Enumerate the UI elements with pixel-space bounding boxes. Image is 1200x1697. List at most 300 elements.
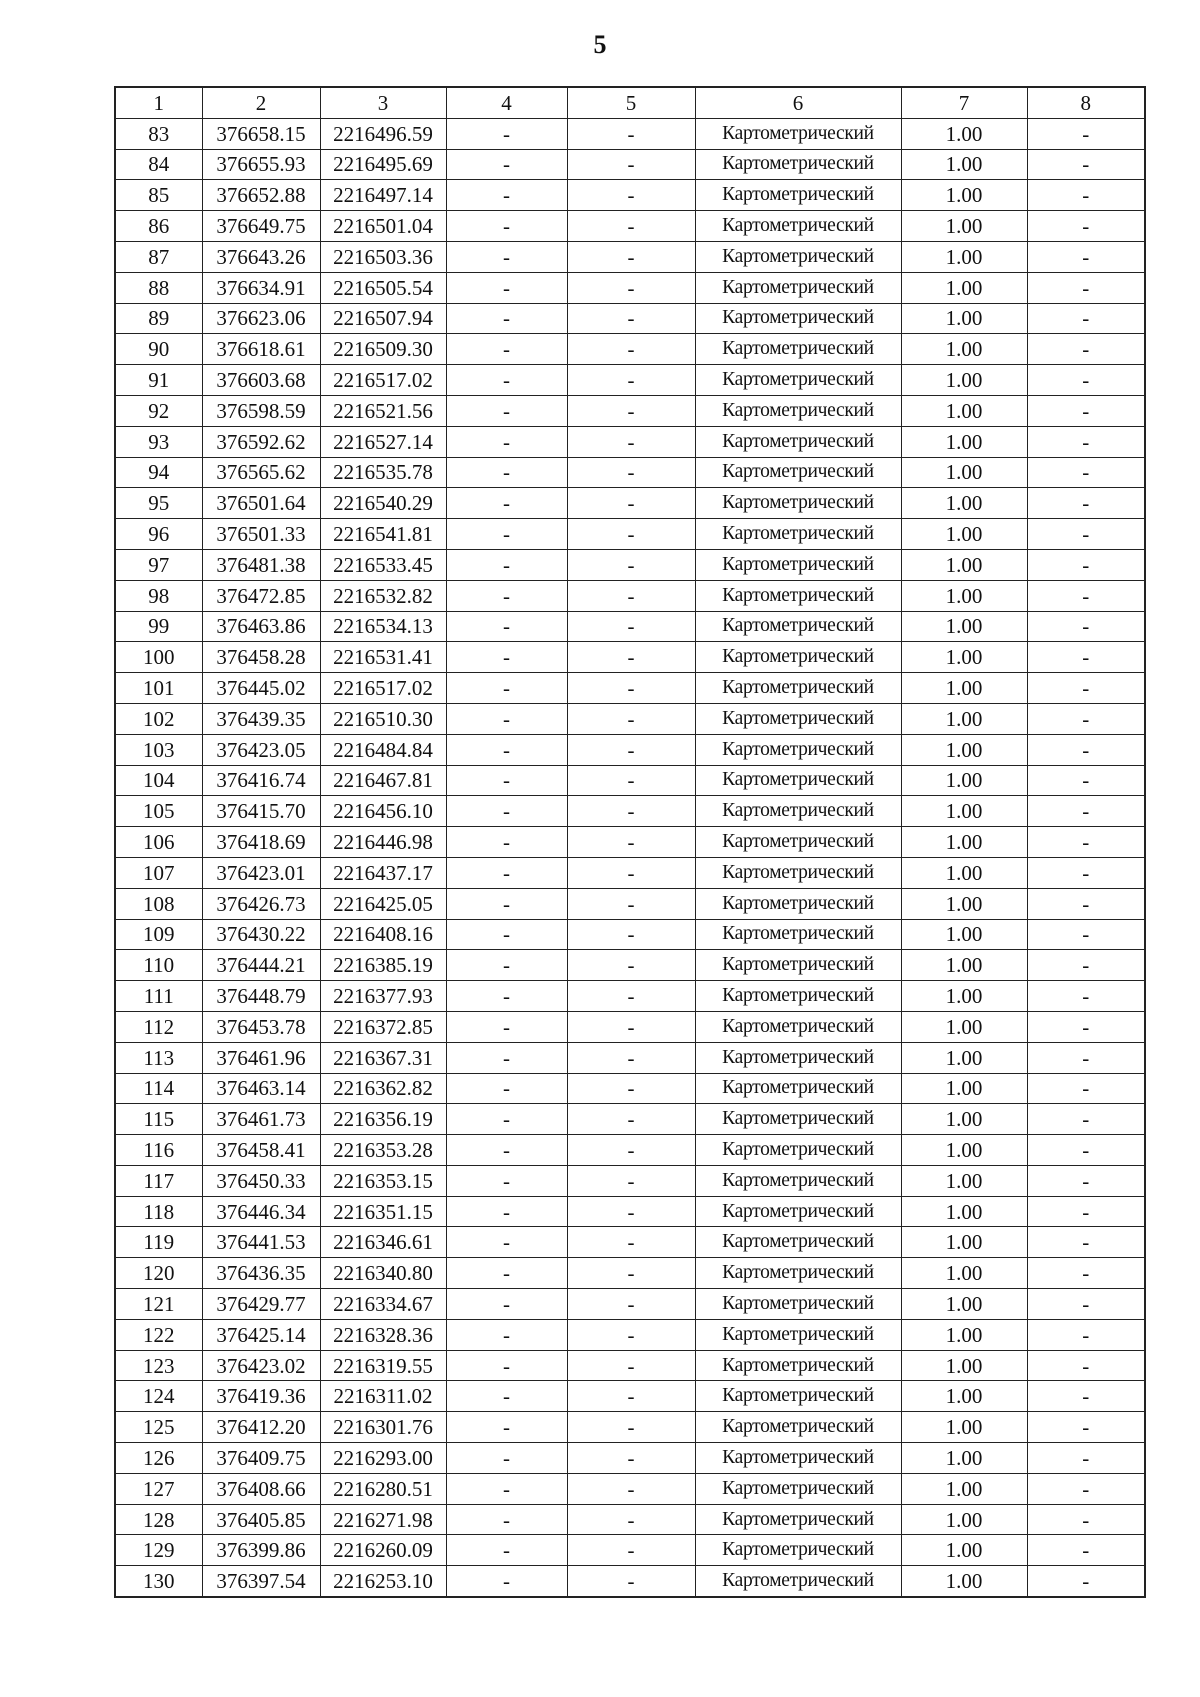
method-cell: Картометрический	[695, 611, 901, 642]
column-5-cell: -	[567, 519, 695, 550]
column-5-cell: -	[567, 1011, 695, 1042]
column-8-cell: -	[1027, 1381, 1145, 1412]
method-cell: Картометрический	[695, 519, 901, 550]
table-row	[115, 211, 1145, 242]
point-number-cell: 129	[115, 1535, 202, 1566]
x-coordinate-cell: 376655.93	[202, 149, 320, 180]
column-4-cell: -	[446, 211, 567, 242]
point-number-cell: 105	[115, 796, 202, 827]
point-number-cell: 100	[115, 642, 202, 673]
column-4-cell: -	[446, 673, 567, 704]
column-8-cell: -	[1027, 1566, 1145, 1597]
table-row	[115, 642, 1145, 673]
x-coordinate-cell: 376634.91	[202, 272, 320, 303]
point-number-cell: 92	[115, 395, 202, 426]
point-number-cell: 127	[115, 1473, 202, 1504]
column-4-cell: -	[446, 796, 567, 827]
accuracy-cell: 1.00	[901, 334, 1027, 365]
table-row	[115, 611, 1145, 642]
column-5-cell: -	[567, 1319, 695, 1350]
table-row	[115, 1412, 1145, 1443]
point-number-cell: 89	[115, 303, 202, 334]
table-row	[115, 796, 1145, 827]
column-8-cell: -	[1027, 611, 1145, 642]
point-number-cell: 101	[115, 673, 202, 704]
column-5-cell: -	[567, 118, 695, 149]
point-number-cell: 117	[115, 1165, 202, 1196]
column-8-cell: -	[1027, 1289, 1145, 1320]
y-coordinate-cell: 2216507.94	[320, 303, 446, 334]
column-4-cell: -	[446, 703, 567, 734]
column-8-cell: -	[1027, 1196, 1145, 1227]
x-coordinate-cell: 376444.21	[202, 950, 320, 981]
x-coordinate-cell: 376461.96	[202, 1042, 320, 1073]
column-header: 1	[115, 87, 202, 118]
method-cell: Картометрический	[695, 1350, 901, 1381]
method-cell: Картометрический	[695, 1473, 901, 1504]
y-coordinate-cell: 2216425.05	[320, 888, 446, 919]
column-5-cell: -	[567, 457, 695, 488]
table-row	[115, 1042, 1145, 1073]
table-row	[115, 1073, 1145, 1104]
accuracy-cell: 1.00	[901, 1381, 1027, 1412]
column-4-cell: -	[446, 334, 567, 365]
x-coordinate-cell: 376603.68	[202, 365, 320, 396]
column-8-cell: -	[1027, 1535, 1145, 1566]
column-8-cell: -	[1027, 334, 1145, 365]
y-coordinate-cell: 2216532.82	[320, 580, 446, 611]
x-coordinate-cell: 376426.73	[202, 888, 320, 919]
column-8-cell: -	[1027, 642, 1145, 673]
accuracy-cell: 1.00	[901, 888, 1027, 919]
point-number-cell: 130	[115, 1566, 202, 1597]
column-8-cell: -	[1027, 1104, 1145, 1135]
column-8-cell: -	[1027, 519, 1145, 550]
point-number-cell: 124	[115, 1381, 202, 1412]
point-number-cell: 99	[115, 611, 202, 642]
table-row	[115, 1566, 1145, 1597]
table-row	[115, 673, 1145, 704]
x-coordinate-cell: 376446.34	[202, 1196, 320, 1227]
column-4-cell: -	[446, 488, 567, 519]
x-coordinate-cell: 376439.35	[202, 703, 320, 734]
y-coordinate-cell: 2216503.36	[320, 241, 446, 272]
accuracy-cell: 1.00	[901, 1042, 1027, 1073]
table-row	[115, 1504, 1145, 1535]
x-coordinate-cell: 376643.26	[202, 241, 320, 272]
accuracy-cell: 1.00	[901, 1104, 1027, 1135]
column-8-cell: -	[1027, 365, 1145, 396]
method-cell: Картометрический	[695, 180, 901, 211]
method-cell: Картометрический	[695, 919, 901, 950]
column-8-cell: -	[1027, 272, 1145, 303]
table-row	[115, 519, 1145, 550]
accuracy-cell: 1.00	[901, 211, 1027, 242]
column-8-cell: -	[1027, 1350, 1145, 1381]
accuracy-cell: 1.00	[901, 488, 1027, 519]
point-number-cell: 88	[115, 272, 202, 303]
x-coordinate-cell: 376598.59	[202, 395, 320, 426]
column-8-cell: -	[1027, 919, 1145, 950]
point-number-cell: 111	[115, 981, 202, 1012]
column-4-cell: -	[446, 1412, 567, 1443]
column-4-cell: -	[446, 765, 567, 796]
accuracy-cell: 1.00	[901, 1135, 1027, 1166]
method-cell: Картометрический	[695, 1011, 901, 1042]
y-coordinate-cell: 2216319.55	[320, 1350, 446, 1381]
table-body	[115, 118, 1145, 1597]
method-cell: Картометрический	[695, 1073, 901, 1104]
y-coordinate-cell: 2216517.02	[320, 365, 446, 396]
accuracy-cell: 1.00	[901, 395, 1027, 426]
point-number-cell: 93	[115, 426, 202, 457]
column-5-cell: -	[567, 765, 695, 796]
y-coordinate-cell: 2216496.59	[320, 118, 446, 149]
point-number-cell: 103	[115, 734, 202, 765]
column-8-cell: -	[1027, 981, 1145, 1012]
point-number-cell: 118	[115, 1196, 202, 1227]
column-8-cell: -	[1027, 1165, 1145, 1196]
accuracy-cell: 1.00	[901, 1258, 1027, 1289]
point-number-cell: 94	[115, 457, 202, 488]
column-header: 6	[695, 87, 901, 118]
column-4-cell: -	[446, 611, 567, 642]
point-number-cell: 83	[115, 118, 202, 149]
column-4-cell: -	[446, 1289, 567, 1320]
point-number-cell: 86	[115, 211, 202, 242]
column-8-cell: -	[1027, 211, 1145, 242]
x-coordinate-cell: 376425.14	[202, 1319, 320, 1350]
method-cell: Картометрический	[695, 765, 901, 796]
column-4-cell: -	[446, 272, 567, 303]
accuracy-cell: 1.00	[901, 1412, 1027, 1443]
method-cell: Картометрический	[695, 580, 901, 611]
point-number-cell: 90	[115, 334, 202, 365]
column-5-cell: -	[567, 180, 695, 211]
column-4-cell: -	[446, 1566, 567, 1597]
table-row	[115, 580, 1145, 611]
column-8-cell: -	[1027, 580, 1145, 611]
x-coordinate-cell: 376649.75	[202, 211, 320, 242]
method-cell: Картометрический	[695, 1135, 901, 1166]
accuracy-cell: 1.00	[901, 1443, 1027, 1474]
table-row	[115, 1258, 1145, 1289]
y-coordinate-cell: 2216377.93	[320, 981, 446, 1012]
column-5-cell: -	[567, 1227, 695, 1258]
column-5-cell: -	[567, 734, 695, 765]
accuracy-cell: 1.00	[901, 1196, 1027, 1227]
method-cell: Картометрический	[695, 1535, 901, 1566]
column-8-cell: -	[1027, 426, 1145, 457]
column-5-cell: -	[567, 426, 695, 457]
accuracy-cell: 1.00	[901, 950, 1027, 981]
column-5-cell: -	[567, 1504, 695, 1535]
point-number-cell: 122	[115, 1319, 202, 1350]
table-row	[115, 1381, 1145, 1412]
column-5-cell: -	[567, 1258, 695, 1289]
table-row	[115, 395, 1145, 426]
column-8-cell: -	[1027, 1504, 1145, 1535]
point-number-cell: 116	[115, 1135, 202, 1166]
column-5-cell: -	[567, 1381, 695, 1412]
column-4-cell: -	[446, 1165, 567, 1196]
column-4-cell: -	[446, 180, 567, 211]
accuracy-cell: 1.00	[901, 1473, 1027, 1504]
column-5-cell: -	[567, 334, 695, 365]
column-4-cell: -	[446, 303, 567, 334]
y-coordinate-cell: 2216260.09	[320, 1535, 446, 1566]
point-number-cell: 91	[115, 365, 202, 396]
point-number-cell: 84	[115, 149, 202, 180]
column-5-cell: -	[567, 1073, 695, 1104]
table-row	[115, 1319, 1145, 1350]
column-5-cell: -	[567, 1473, 695, 1504]
x-coordinate-cell: 376423.05	[202, 734, 320, 765]
table-row	[115, 981, 1145, 1012]
y-coordinate-cell: 2216346.61	[320, 1227, 446, 1258]
accuracy-cell: 1.00	[901, 580, 1027, 611]
accuracy-cell: 1.00	[901, 457, 1027, 488]
column-8-cell: -	[1027, 395, 1145, 426]
table-row	[115, 765, 1145, 796]
column-4-cell: -	[446, 118, 567, 149]
table-row	[115, 1135, 1145, 1166]
column-5-cell: -	[567, 1350, 695, 1381]
y-coordinate-cell: 2216501.04	[320, 211, 446, 242]
table-row	[115, 1227, 1145, 1258]
column-4-cell: -	[446, 1319, 567, 1350]
column-5-cell: -	[567, 488, 695, 519]
x-coordinate-cell: 376419.36	[202, 1381, 320, 1412]
method-cell: Картометрический	[695, 981, 901, 1012]
x-coordinate-cell: 376408.66	[202, 1473, 320, 1504]
column-4-cell: -	[446, 1443, 567, 1474]
x-coordinate-cell: 376409.75	[202, 1443, 320, 1474]
column-4-cell: -	[446, 1227, 567, 1258]
x-coordinate-cell: 376458.28	[202, 642, 320, 673]
accuracy-cell: 1.00	[901, 1350, 1027, 1381]
x-coordinate-cell: 376592.62	[202, 426, 320, 457]
column-8-cell: -	[1027, 1073, 1145, 1104]
table-row	[115, 1165, 1145, 1196]
method-cell: Картометрический	[695, 950, 901, 981]
accuracy-cell: 1.00	[901, 642, 1027, 673]
table-row	[115, 241, 1145, 272]
y-coordinate-cell: 2216467.81	[320, 765, 446, 796]
accuracy-cell: 1.00	[901, 549, 1027, 580]
y-coordinate-cell: 2216356.19	[320, 1104, 446, 1135]
method-cell: Картометрический	[695, 888, 901, 919]
accuracy-cell: 1.00	[901, 1011, 1027, 1042]
column-8-cell: -	[1027, 1258, 1145, 1289]
table-row	[115, 703, 1145, 734]
accuracy-cell: 1.00	[901, 149, 1027, 180]
column-5-cell: -	[567, 611, 695, 642]
y-coordinate-cell: 2216533.45	[320, 549, 446, 580]
column-8-cell: -	[1027, 1011, 1145, 1042]
column-8-cell: -	[1027, 149, 1145, 180]
y-coordinate-cell: 2216353.28	[320, 1135, 446, 1166]
column-4-cell: -	[446, 1196, 567, 1227]
method-cell: Картометрический	[695, 1165, 901, 1196]
column-5-cell: -	[567, 272, 695, 303]
column-header: 8	[1027, 87, 1145, 118]
x-coordinate-cell: 376565.62	[202, 457, 320, 488]
accuracy-cell: 1.00	[901, 180, 1027, 211]
x-coordinate-cell: 376658.15	[202, 118, 320, 149]
column-8-cell: -	[1027, 118, 1145, 149]
x-coordinate-cell: 376429.77	[202, 1289, 320, 1320]
column-5-cell: -	[567, 950, 695, 981]
y-coordinate-cell: 2216535.78	[320, 457, 446, 488]
y-coordinate-cell: 2216509.30	[320, 334, 446, 365]
column-8-cell: -	[1027, 1412, 1145, 1443]
table-row	[115, 488, 1145, 519]
accuracy-cell: 1.00	[901, 703, 1027, 734]
column-4-cell: -	[446, 1011, 567, 1042]
y-coordinate-cell: 2216334.67	[320, 1289, 446, 1320]
column-5-cell: -	[567, 395, 695, 426]
table-row	[115, 734, 1145, 765]
accuracy-cell: 1.00	[901, 365, 1027, 396]
column-4-cell: -	[446, 1504, 567, 1535]
column-4-cell: -	[446, 1104, 567, 1135]
point-number-cell: 97	[115, 549, 202, 580]
y-coordinate-cell: 2216527.14	[320, 426, 446, 457]
method-cell: Картометрический	[695, 426, 901, 457]
x-coordinate-cell: 376652.88	[202, 180, 320, 211]
point-number-cell: 98	[115, 580, 202, 611]
y-coordinate-cell: 2216510.30	[320, 703, 446, 734]
accuracy-cell: 1.00	[901, 272, 1027, 303]
column-5-cell: -	[567, 1042, 695, 1073]
accuracy-cell: 1.00	[901, 981, 1027, 1012]
y-coordinate-cell: 2216372.85	[320, 1011, 446, 1042]
column-4-cell: -	[446, 1535, 567, 1566]
y-coordinate-cell: 2216328.36	[320, 1319, 446, 1350]
method-cell: Картометрический	[695, 549, 901, 580]
y-coordinate-cell: 2216311.02	[320, 1381, 446, 1412]
table-row	[115, 1473, 1145, 1504]
column-8-cell: -	[1027, 303, 1145, 334]
table-row	[115, 303, 1145, 334]
column-8-cell: -	[1027, 549, 1145, 580]
method-cell: Картометрический	[695, 457, 901, 488]
column-4-cell: -	[446, 1042, 567, 1073]
table-row	[115, 1104, 1145, 1135]
table-row	[115, 549, 1145, 580]
x-coordinate-cell: 376623.06	[202, 303, 320, 334]
table-header-row	[115, 87, 1145, 118]
x-coordinate-cell: 376501.64	[202, 488, 320, 519]
method-cell: Картометрический	[695, 734, 901, 765]
method-cell: Картометрический	[695, 488, 901, 519]
y-coordinate-cell: 2216408.16	[320, 919, 446, 950]
point-number-cell: 114	[115, 1073, 202, 1104]
point-number-cell: 109	[115, 919, 202, 950]
column-8-cell: -	[1027, 1319, 1145, 1350]
column-4-cell: -	[446, 857, 567, 888]
accuracy-cell: 1.00	[901, 796, 1027, 827]
point-number-cell: 107	[115, 857, 202, 888]
column-header: 3	[320, 87, 446, 118]
column-5-cell: -	[567, 549, 695, 580]
column-4-cell: -	[446, 519, 567, 550]
method-cell: Картометрический	[695, 1104, 901, 1135]
y-coordinate-cell: 2216531.41	[320, 642, 446, 673]
column-8-cell: -	[1027, 457, 1145, 488]
table-row	[115, 149, 1145, 180]
table-row	[115, 1289, 1145, 1320]
column-4-cell: -	[446, 549, 567, 580]
column-8-cell: -	[1027, 241, 1145, 272]
column-4-cell: -	[446, 888, 567, 919]
x-coordinate-cell: 376453.78	[202, 1011, 320, 1042]
accuracy-cell: 1.00	[901, 673, 1027, 704]
method-cell: Картометрический	[695, 1412, 901, 1443]
column-4-cell: -	[446, 457, 567, 488]
table-row	[115, 426, 1145, 457]
y-coordinate-cell: 2216253.10	[320, 1566, 446, 1597]
method-cell: Картометрический	[695, 1042, 901, 1073]
table-row	[115, 118, 1145, 149]
method-cell: Картометрический	[695, 703, 901, 734]
column-4-cell: -	[446, 1135, 567, 1166]
x-coordinate-cell: 376450.33	[202, 1165, 320, 1196]
column-4-cell: -	[446, 734, 567, 765]
column-4-cell: -	[446, 981, 567, 1012]
column-5-cell: -	[567, 981, 695, 1012]
column-4-cell: -	[446, 1473, 567, 1504]
column-5-cell: -	[567, 1104, 695, 1135]
method-cell: Картометрический	[695, 149, 901, 180]
column-header: 2	[202, 87, 320, 118]
column-header: 4	[446, 87, 567, 118]
accuracy-cell: 1.00	[901, 1504, 1027, 1535]
table-row	[115, 950, 1145, 981]
method-cell: Картометрический	[695, 1504, 901, 1535]
method-cell: Картометрический	[695, 827, 901, 858]
point-number-cell: 115	[115, 1104, 202, 1135]
y-coordinate-cell: 2216340.80	[320, 1258, 446, 1289]
column-5-cell: -	[567, 241, 695, 272]
column-4-cell: -	[446, 827, 567, 858]
y-coordinate-cell: 2216446.98	[320, 827, 446, 858]
column-8-cell: -	[1027, 734, 1145, 765]
accuracy-cell: 1.00	[901, 118, 1027, 149]
column-5-cell: -	[567, 365, 695, 396]
y-coordinate-cell: 2216517.02	[320, 673, 446, 704]
x-coordinate-cell: 376423.02	[202, 1350, 320, 1381]
y-coordinate-cell: 2216505.54	[320, 272, 446, 303]
point-number-cell: 121	[115, 1289, 202, 1320]
point-number-cell: 125	[115, 1412, 202, 1443]
point-number-cell: 108	[115, 888, 202, 919]
y-coordinate-cell: 2216495.69	[320, 149, 446, 180]
column-8-cell: -	[1027, 1443, 1145, 1474]
column-4-cell: -	[446, 1381, 567, 1412]
point-number-cell: 112	[115, 1011, 202, 1042]
x-coordinate-cell: 376463.14	[202, 1073, 320, 1104]
method-cell: Картометрический	[695, 1319, 901, 1350]
x-coordinate-cell: 376397.54	[202, 1566, 320, 1597]
x-coordinate-cell: 376399.86	[202, 1535, 320, 1566]
column-5-cell: -	[567, 1165, 695, 1196]
x-coordinate-cell: 376423.01	[202, 857, 320, 888]
method-cell: Картометрический	[695, 1258, 901, 1289]
page-number: 5	[593, 30, 607, 59]
method-cell: Картометрический	[695, 642, 901, 673]
